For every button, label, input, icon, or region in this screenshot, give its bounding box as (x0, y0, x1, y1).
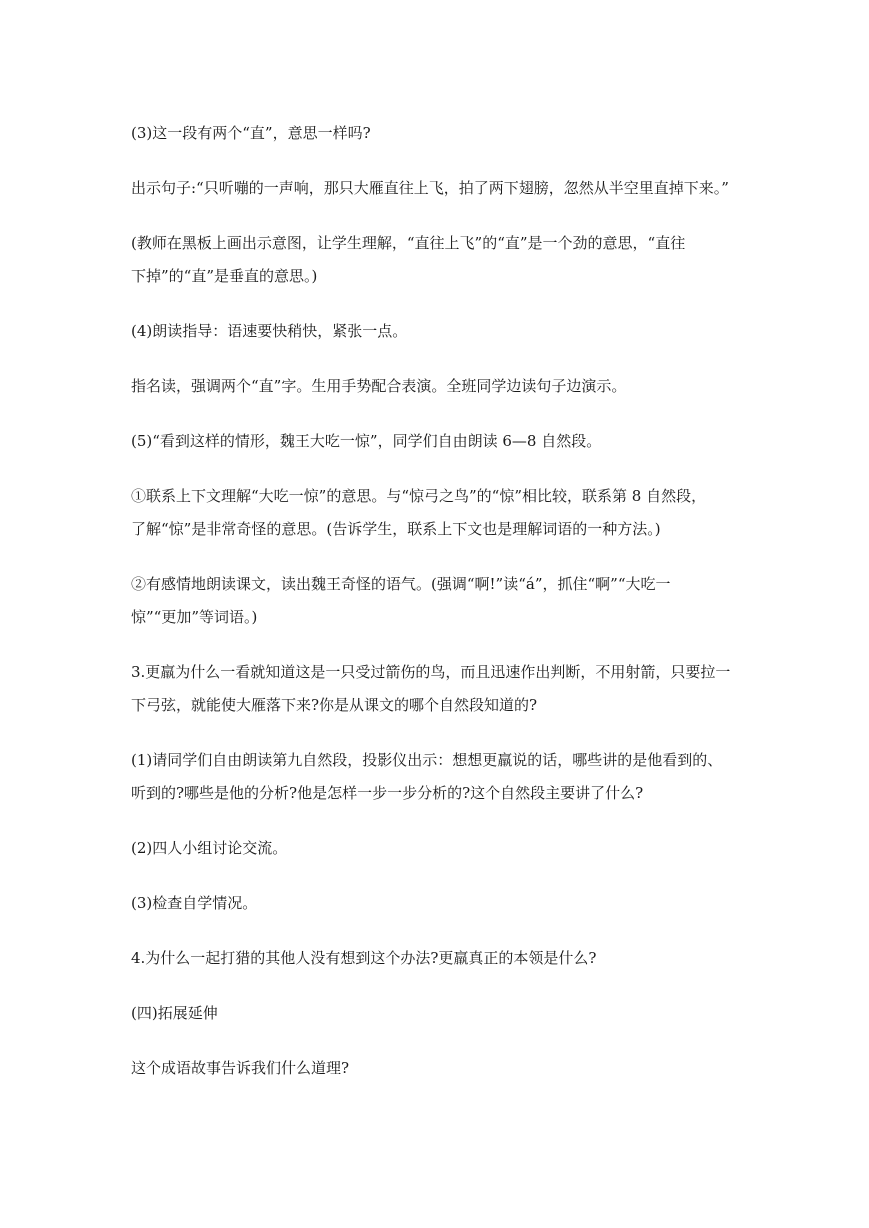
text-line: (教师在黑板上画出示意图，让学生理解，“直往上飞”的“直”是一个劲的意思，“直往 (131, 234, 686, 252)
paragraph (131, 744, 743, 810)
text-line: 下掉”的“直”是垂直的意思。) (131, 267, 318, 285)
paragraph (131, 942, 743, 975)
text-line: 出示句子:“只听嘣的一声响，那只大雁直往上飞，拍了两下翅膀，忽然从半空里直掉下来。” (131, 179, 729, 197)
paragraph (131, 480, 743, 546)
text-line: 3.更羸为什么一看就知道这是一只受过箭伤的鸟，而且迅速作出判断，不用射箭，只要拉一 (131, 663, 731, 681)
text-line: ②有感情地朗读课文，读出魏王奇怪的语气。(强调“啊!”读“á”，抓住“啊”“大吃一 (131, 575, 671, 593)
paragraph (131, 1052, 743, 1085)
document-body (131, 117, 743, 1107)
paragraph (131, 172, 743, 205)
text-line: (3)这一段有两个“直”，意思一样吗? (131, 124, 371, 142)
text-line: (3)检查自学情况。 (131, 894, 258, 912)
text-line: 下弓弦，就能使大雁落下来?你是从课文的哪个自然段知道的? (131, 696, 538, 714)
text-line: 这个成语故事告诉我们什么道理? (131, 1059, 350, 1077)
paragraph (131, 832, 743, 865)
text-line: 听到的?哪些是他的分析?他是怎样一步一步分析的?这个自然段主要讲了什么? (131, 784, 644, 802)
paragraph (131, 117, 743, 150)
paragraph (131, 568, 743, 634)
text-line: 惊”“更加”等词语。) (131, 608, 258, 626)
text-line: (1)请同学们自由朗读第九自然段，投影仪出示：想想更羸说的话，哪些讲的是他看到的、 (131, 751, 723, 769)
paragraph (131, 425, 743, 458)
text-line: (4)朗读指导：语速要快稍快，紧张一点。 (131, 322, 408, 340)
text-line: (5)“看到这样的情形，魏王大吃一惊”，同学们自由朗读 6—8 自然段。 (131, 432, 602, 450)
paragraph (131, 227, 743, 293)
paragraph (131, 370, 743, 403)
paragraph (131, 656, 743, 722)
text-line: 指名读，强调两个“直”字。生用手势配合表演。全班同学边读句子边演示。 (131, 377, 627, 395)
paragraph (131, 315, 743, 348)
text-line: 了解“惊”是非常奇怪的意思。(告诉学生，联系上下文也是理解词语的一种方法。) (131, 520, 661, 538)
section-heading (131, 997, 743, 1030)
text-line: ①联系上下文理解“大吃一惊”的意思。与“惊弓之鸟”的“惊”相比较，联系第 8 自然段， (131, 487, 707, 505)
text-line: (2)四人小组讨论交流。 (131, 839, 288, 857)
text-line: 4.为什么一起打猎的其他人没有想到这个办法?更羸真正的本领是什么? (131, 949, 597, 967)
paragraph (131, 887, 743, 920)
text-line: (四)拓展延伸 (131, 1004, 218, 1022)
